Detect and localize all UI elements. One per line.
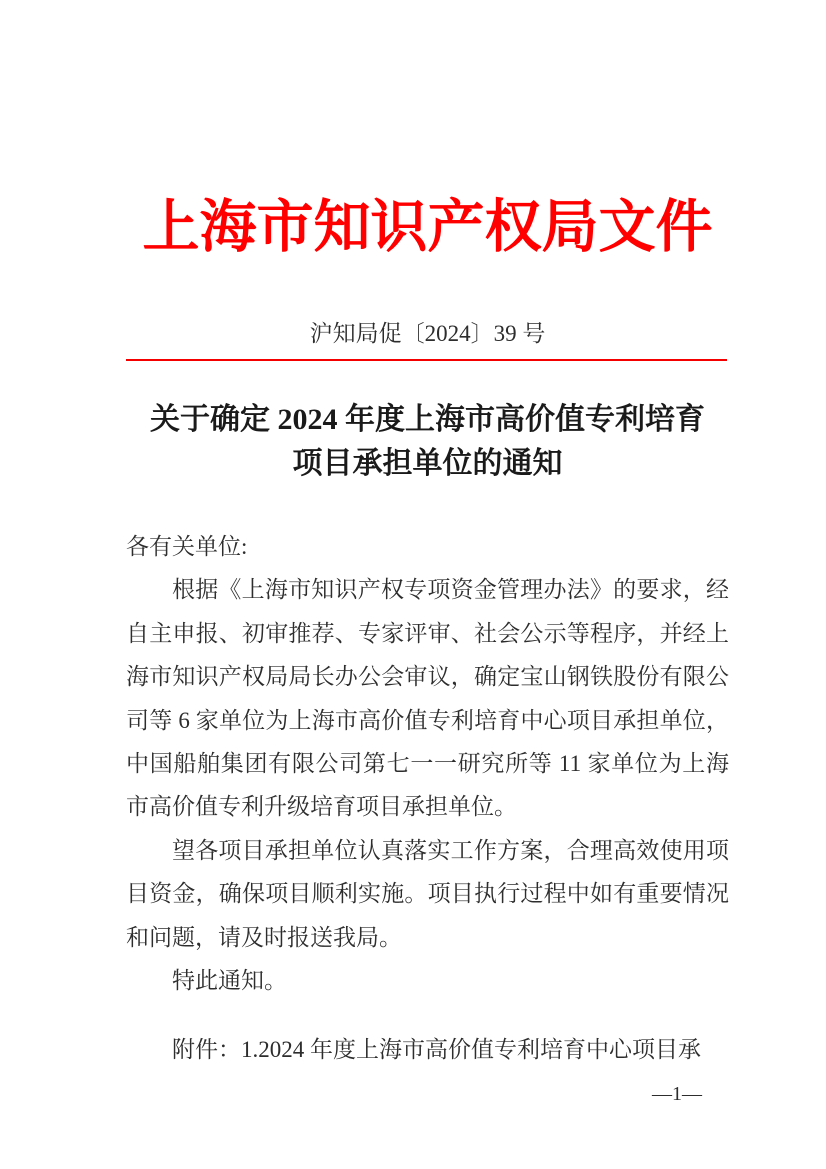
red-divider-line — [126, 359, 727, 361]
agency-title: 上海市知识产权局文件 — [142, 196, 713, 259]
closing-line: 特此通知。 — [172, 968, 287, 994]
page-number: —1— — [652, 1083, 702, 1105]
document-number: 沪知局促〔2024〕39 号 — [309, 321, 546, 346]
document-title-line2: 项目承担单位的通知 — [292, 447, 563, 480]
document-title — [126, 398, 729, 486]
document-title-line1: 关于确定 2024 年度上海市高价值专利培育 — [150, 403, 705, 436]
salutation: 各有关单位: — [126, 534, 248, 559]
body-paragraph-1: 根据《上海市知识产权专项资金管理办法》的要求，经自主申报、初审推荐、专家评审、社会公示等程序，并经上海市知识产权局局长办公会审议，确定宝山钢铁股份有限公司等 6 家单位为上海市高价值专利培育中心项目承担单位，中国船舶集团有限公司第七一一研究所等 11 家单位为上海市高价值专利升级培育项目承担单位。 — [126, 577, 729, 820]
document-body — [126, 525, 729, 1072]
body-paragraph-2: 望各项目承担单位认真落实工作方案，合理高效使用项目资金，确保项目顺利实施。项目执行过程中如有重要情况和问题，请及时报送我局。 — [126, 837, 729, 950]
attachment-line: 附件：1.2024 年度上海市高价值专利培育中心项目承 — [172, 1037, 701, 1063]
